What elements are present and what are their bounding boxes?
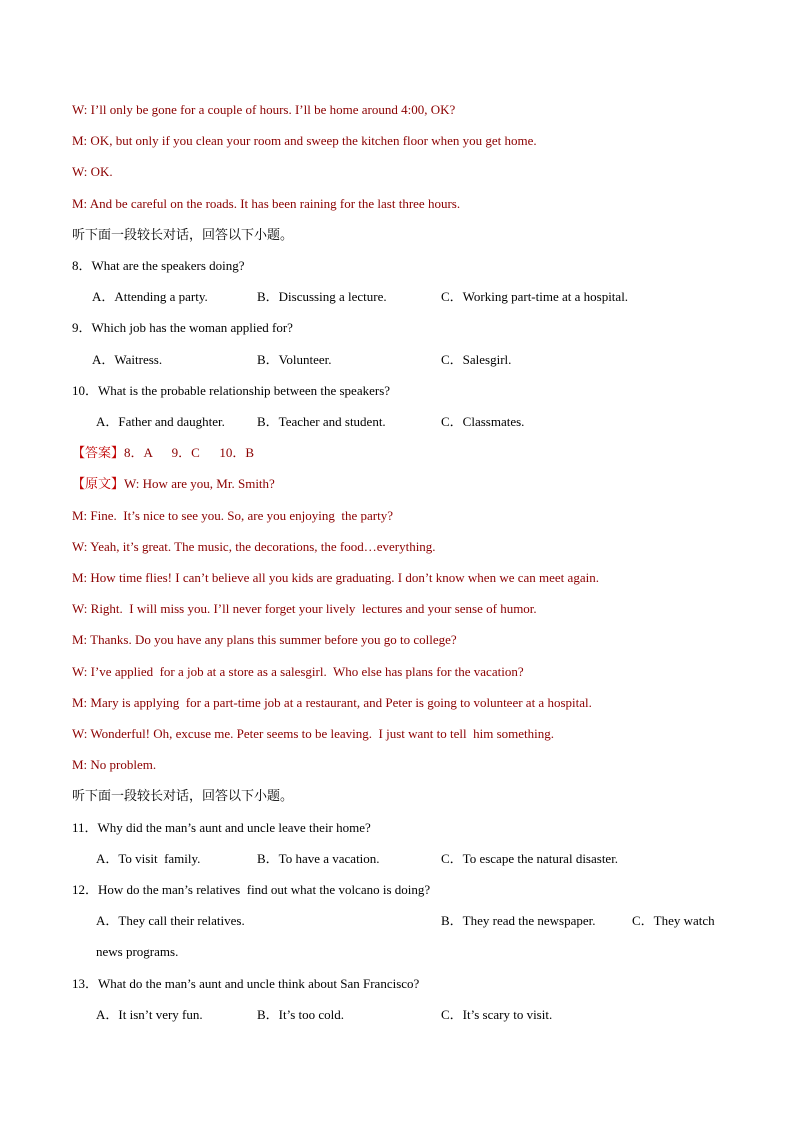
q9-option-c: C．Salesgirl. xyxy=(441,352,512,367)
q13-option-a: A．It isn’t very fun. xyxy=(96,1007,203,1022)
dialogue-line: W: OK. xyxy=(72,164,113,179)
dialogue-line: M: And be careful on the roads. It has been raining for the last three hours. xyxy=(72,196,461,211)
section-heading: 听下面一段较长对话，回答以下小题。 xyxy=(72,227,294,242)
q10-option-a: A．Father and daughter. xyxy=(96,414,225,429)
transcript-line: M: No problem. xyxy=(72,757,157,772)
original-line xyxy=(72,475,275,493)
answer-tag: 【答案】 xyxy=(72,445,125,460)
transcript-line: W: Right. I will miss you. I’ll never forget your lively lectures and your sense of humor. xyxy=(72,601,537,616)
question-12-stem: 12．How do the man’s relatives find out what the volcano is doing? xyxy=(72,882,431,897)
q8-option-b: B．Discussing a lecture. xyxy=(257,289,387,304)
q12-option-c: C．They watch xyxy=(632,913,715,928)
q12-option-a: A．They call their relatives. xyxy=(96,913,245,928)
dialogue-line: W: I’ll only be gone for a couple of hours. I’ll be home around 4:00, OK? xyxy=(72,102,456,117)
transcript-line: W: Yeah, it’s great. The music, the decorations, the food…everything. xyxy=(72,539,436,554)
q8-option-a: A．Attending a party. xyxy=(92,289,208,304)
question-8-stem: 8．What are the speakers doing? xyxy=(72,258,245,273)
q9-option-a: A．Waitress. xyxy=(92,352,163,367)
q13-option-b: B．It’s too cold. xyxy=(257,1007,345,1022)
original-first-line: W: How are you, Mr. Smith? xyxy=(124,476,275,491)
section-heading: 听下面一段较长对话，回答以下小题。 xyxy=(72,788,294,803)
q10-option-b: B．Teacher and student. xyxy=(257,414,386,429)
q11-option-a: A．To visit family. xyxy=(96,851,201,866)
q8-option-c: C．Working part-time at a hospital. xyxy=(441,289,629,304)
transcript-line: M: Fine. It’s nice to see you. So, are you enjoying the party? xyxy=(72,508,393,523)
transcript-line: M: Thanks. Do you have any plans this summer before you go to college? xyxy=(72,632,457,647)
q11-option-b: B．To have a vacation. xyxy=(257,851,380,866)
transcript-line: W: I’ve applied for a job at a store as a salesgirl. Who else has plans for the vacation? xyxy=(72,664,524,679)
question-9-stem: 9．Which job has the woman applied for? xyxy=(72,320,293,335)
q9-option-b: B．Volunteer. xyxy=(257,352,332,367)
q10-option-c: C．Classmates. xyxy=(441,414,525,429)
q11-option-c: C．To escape the natural disaster. xyxy=(441,851,619,866)
transcript-line: M: Mary is applying for a part-time job at a restaurant, and Peter is going to volunteer at a hospital. xyxy=(72,695,592,710)
question-10-stem: 10．What is the probable relationship between the speakers? xyxy=(72,383,391,398)
q13-option-c: C．It’s scary to visit. xyxy=(441,1007,553,1022)
q12-option-c-continued: news programs. xyxy=(96,944,179,959)
dialogue-line: M: OK, but only if you clean your room and sweep the kitchen floor when you get home. xyxy=(72,133,537,148)
answer-text: 8．A 9．C 10．B xyxy=(124,445,255,460)
question-11-stem: 11．Why did the man’s aunt and uncle leave their home? xyxy=(72,820,371,835)
transcript-line: M: How time flies! I can’t believe all you kids are graduating. I don’t know when we can meet again. xyxy=(72,570,599,585)
answer-line xyxy=(72,444,254,462)
original-tag: 【原文】 xyxy=(72,476,125,491)
q12-option-b: B．They read the newspaper. xyxy=(441,913,596,928)
transcript-line: W: Wonderful! Oh, excuse me. Peter seems to be leaving. I just want to tell him something. xyxy=(72,726,555,741)
question-13-stem: 13．What do the man’s aunt and uncle think about San Francisco? xyxy=(72,976,420,991)
